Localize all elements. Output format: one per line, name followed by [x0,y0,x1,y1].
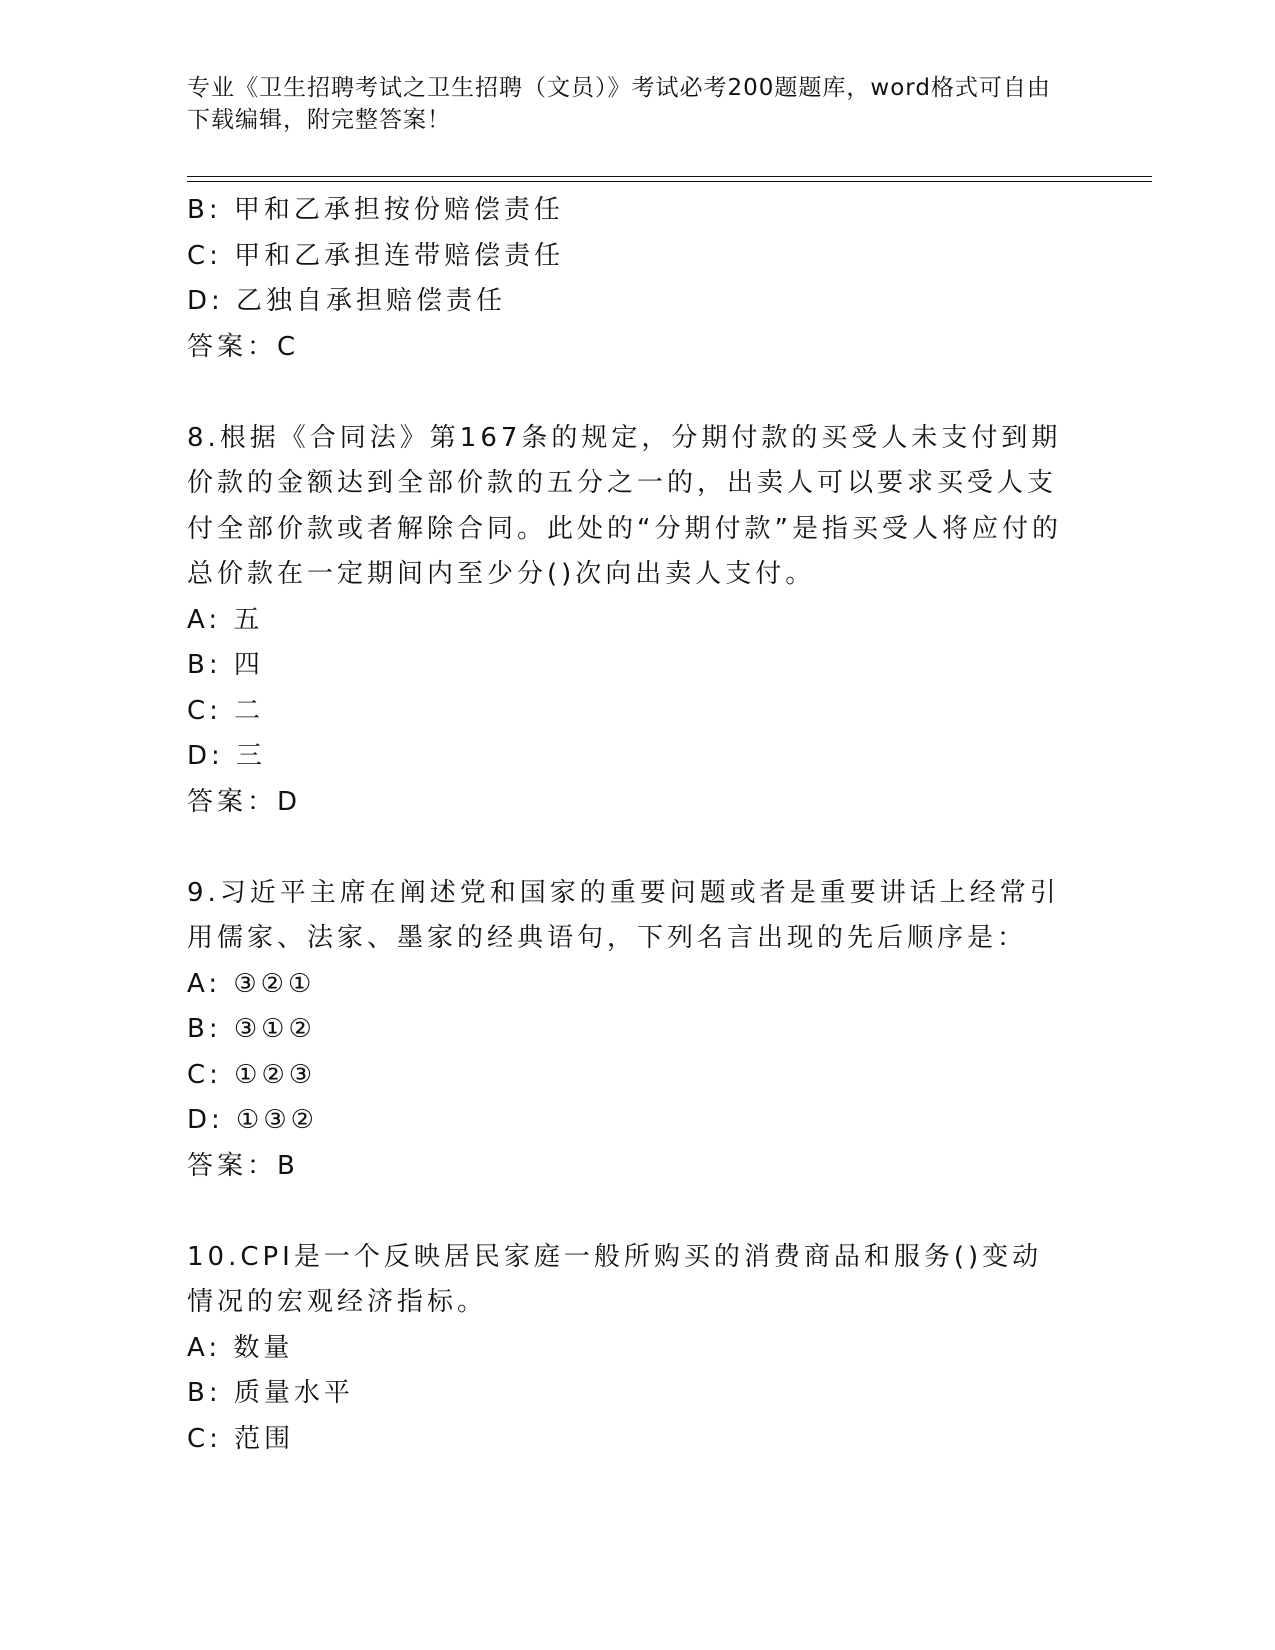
q9-option-c: C: ①②③ [187,1059,317,1090]
q9-option-d: D: ①③② [187,1105,318,1135]
q8-option-b: B: 四 [187,650,264,680]
question-8-block [187,416,1067,826]
q9-answer: 答案：B [187,1150,299,1181]
header-divider-bottom [187,181,1152,182]
spacer [187,1189,1067,1235]
q9-option-b: B: ③①② [187,1014,316,1044]
q8-option-c: C: 二 [187,695,265,726]
q7-option-c: C: 甲和乙承担连带赔偿责任 [187,240,565,271]
question-10-block [187,1235,1067,1463]
spacer [187,370,1067,416]
spacer [187,825,1067,871]
q8-option-a: A: 五 [187,604,264,635]
q8-option-d: D: 三 [187,741,267,771]
question-7-block [187,188,1067,370]
q10-option-a: A: 数量 [187,1332,294,1363]
q7-answer: 答案：C [187,331,300,362]
q9-question-text: 9.习近平主席在阐述党和国家的重要问题或者是重要讲话上经常引用儒家、法家、墨家的经典语句，下列名言出现的先后顺序是： [187,877,1060,953]
q8-answer: 答案：D [187,786,302,817]
q9-option-a: A: ③②① [187,968,316,999]
document-header: 专业《卫生招聘考试之卫生招聘（文员）》考试必考200题题库，word格式可自由下载编辑，附完整答案！ [187,75,1051,133]
q7-option-d: D: 乙独自承担赔偿责任 [187,286,507,316]
q8-question-text: 8.根据《合同法》第167条的规定，分期付款的买受人未支付到期价款的金额达到全部价款的五分之一的，出卖人可以要求买受人支付全部价款或者解除合同。此处的“分期付款”是指买受人将应付的总价款在一定期间内至少分()次向出卖人支付。 [187,422,1062,589]
q10-question-text: 10.CPI是一个反映居民家庭一般所购买的消费商品和服务()变动情况的宏观经济指标。 [187,1241,1043,1317]
q10-option-b: B: 质量水平 [187,1378,354,1408]
question-content [187,188,1067,1462]
q10-option-c: C: 范围 [187,1423,295,1454]
question-9-block [187,871,1067,1190]
header-divider-top [187,176,1152,177]
q7-option-b: B: 甲和乙承担按份赔偿责任 [187,195,564,225]
